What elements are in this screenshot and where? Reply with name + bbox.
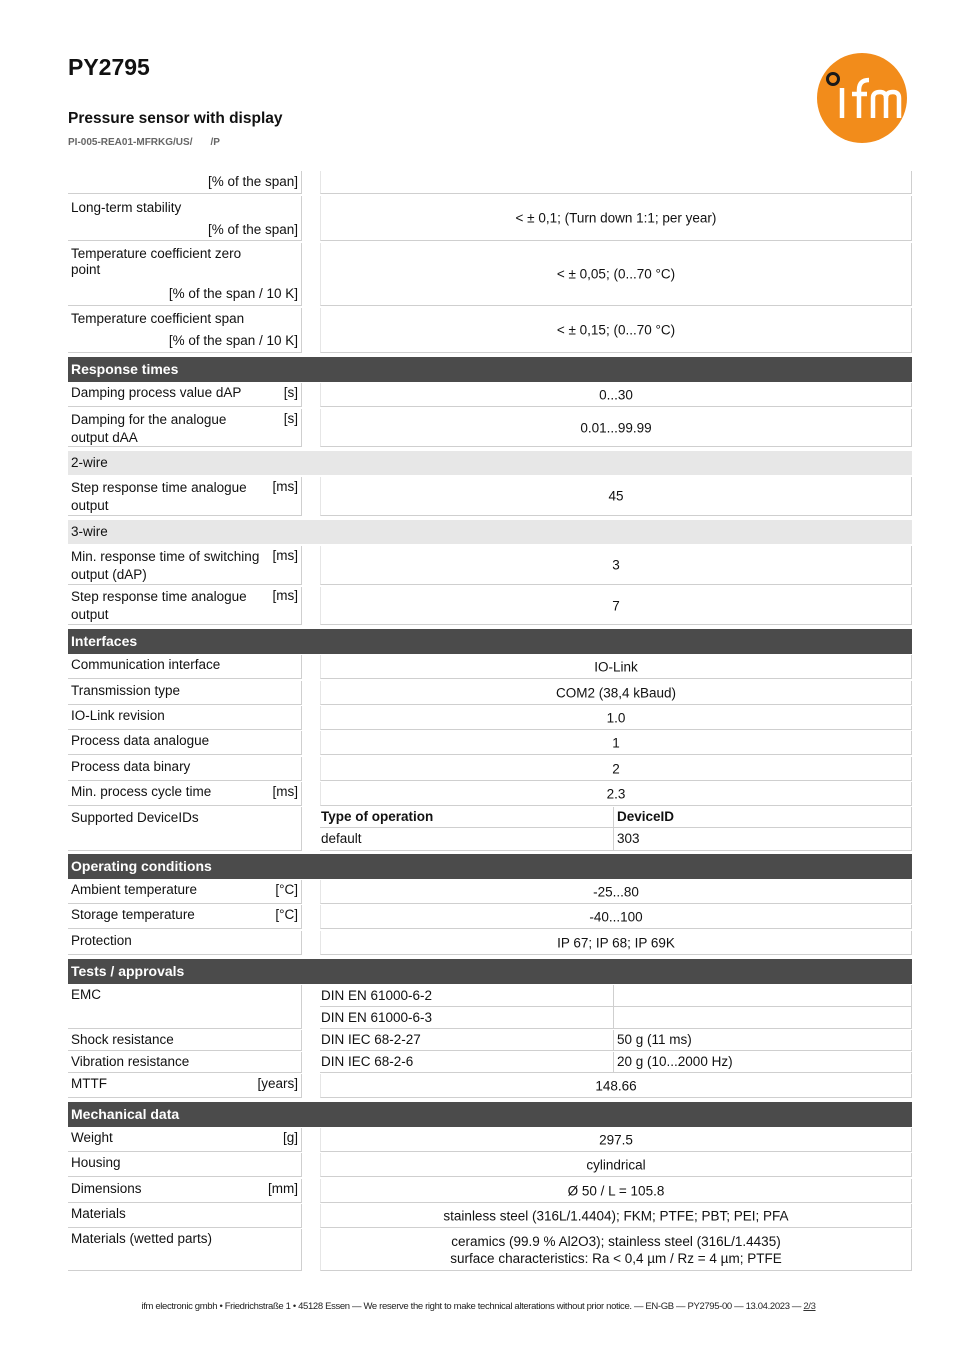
- row-value: 2.3: [606, 786, 626, 801]
- row-unit: [% of the span]: [207, 174, 298, 189]
- row-value: IO-Link: [594, 659, 638, 674]
- row-value: 45: [608, 488, 624, 504]
- row-label: EMC: [71, 987, 101, 1002]
- subsection-3-wire: 3-wire: [68, 520, 912, 544]
- col-type-of-operation: Type of operation: [321, 809, 434, 824]
- row-label: Min. process cycle time: [71, 784, 212, 799]
- shock-standard: DIN IEC 68-2-27: [321, 1032, 421, 1047]
- row-label: Protection: [71, 933, 132, 948]
- row-process-data-binary: [68, 757, 912, 781]
- row-label: Shock resistance: [71, 1032, 174, 1047]
- vibration-value: 20 g (10...2000 Hz): [617, 1054, 733, 1069]
- row-unit: [g]: [282, 1130, 298, 1145]
- row-label: Vibration resistance: [71, 1054, 190, 1069]
- row-label: Temperature coefficient span: [71, 311, 245, 326]
- footer-text: ifm electronic gmbh • Friedrichstraße 1 • 45128 Essen — We reserve the right to make technical alterations without prior notice. — EN-GB — PY2795-00 — 13.04.2023 —: [141, 1301, 802, 1312]
- section-operating-conditions: Operating conditions: [68, 854, 912, 879]
- row-value: < ± 0,05; (0...70 °C): [556, 266, 676, 282]
- row-value: 2: [612, 761, 620, 776]
- col-device-id: DeviceID: [617, 809, 675, 824]
- row-unit: [s]: [283, 411, 298, 426]
- row-unit: [% of the span / 10 K]: [168, 286, 298, 301]
- row-unit: [% of the span / 10 K]: [168, 333, 298, 348]
- emc-standard-2: DIN EN 61000-6-3: [321, 1009, 433, 1025]
- row-protection: [68, 931, 912, 955]
- logo-text: ifm: [862, 140, 864, 141]
- row-long-term-stability: [68, 196, 912, 241]
- row-label: Step response time analogue output: [71, 589, 247, 622]
- row-unit: [mm]: [268, 1181, 298, 1196]
- row-label: IO-Link revision: [71, 708, 165, 723]
- page-footer: [0, 1301, 957, 1312]
- row-label: Communication interface: [71, 657, 221, 672]
- row-value: 0...30: [599, 387, 633, 402]
- wetted-line-1: ceramics (99.9 % Al2O3); stainless steel (316L/1.4435): [451, 1233, 781, 1249]
- row-label: Min. response time of switching output (dAP): [71, 549, 260, 582]
- row-value: -40...100: [589, 909, 643, 924]
- row-value: 1: [612, 735, 620, 750]
- row-value: cylindrical: [586, 1157, 646, 1172]
- row-transmission-type: [68, 681, 912, 705]
- row-weight: [68, 1128, 912, 1152]
- section-mechanical-data: Mechanical data: [68, 1102, 912, 1127]
- row-label: Step response time analogue output: [71, 480, 247, 513]
- row-label: Supported DeviceIDs: [71, 810, 199, 825]
- accuracy-partial-row: [68, 171, 912, 194]
- row-value: stainless steel (316L/1.4404); FKM; PTFE; PBT; PEI; PFA: [443, 1208, 789, 1223]
- row-value: [321, 1233, 911, 1267]
- row-label: Materials: [71, 1206, 126, 1221]
- row-label: Weight: [71, 1130, 113, 1145]
- wetted-line-2: surface characteristics: Ra < 0,4 µm / Rz = 4 µm; PTFE: [450, 1250, 782, 1266]
- vibration-standard: DIN IEC 68-2-6: [321, 1054, 414, 1069]
- page-number: 2/3: [803, 1301, 816, 1312]
- row-label: Transmission type: [71, 683, 181, 698]
- row-process-data-analogue: [68, 731, 912, 755]
- row-value: -25...80: [593, 884, 639, 899]
- section-tests-approvals: Tests / approvals: [68, 959, 912, 984]
- emc-standard-1: DIN EN 61000-6-2: [321, 987, 433, 1003]
- row-unit: [ms]: [272, 784, 298, 799]
- row-3wire-step-response: [68, 587, 912, 625]
- row-label: Temperature coefficient zero point: [71, 246, 242, 277]
- ifm-logo: [816, 52, 908, 144]
- row-label: Long-term stability: [71, 200, 182, 215]
- row-label: Storage temperature: [71, 907, 195, 922]
- product-title: PY2795: [68, 54, 150, 80]
- cell-device-id: 303: [617, 831, 640, 846]
- row-temp-coeff-zero: [68, 243, 912, 306]
- row-value: 3: [612, 557, 620, 573]
- row-temp-coeff-span: [68, 308, 912, 353]
- row-unit: [years]: [257, 1076, 298, 1091]
- row-unit: [s]: [283, 385, 298, 400]
- row-value: 148.66: [595, 1078, 637, 1093]
- device-ids-header-row: [320, 807, 912, 828]
- row-shock-resistance: [68, 1030, 912, 1051]
- row-value: < ± 0,15; (0...70 °C): [556, 322, 676, 338]
- row-label: Damping process value dAP: [71, 385, 242, 400]
- row-label: Damping for the analogue output dAA: [71, 412, 227, 445]
- device-ids-data-row: [320, 828, 912, 851]
- row-value: 7: [612, 598, 620, 613]
- row-mttf: [68, 1074, 912, 1098]
- row-dimensions: [68, 1179, 912, 1203]
- row-unit: [°C]: [275, 907, 298, 922]
- row-label: Process data analogue: [71, 733, 210, 748]
- row-value: IP 67; IP 68; IP 69K: [557, 935, 675, 950]
- row-min-process-cycle-time: [68, 782, 912, 806]
- row-label: Ambient temperature: [71, 882, 198, 897]
- section-response-times: Response times: [68, 357, 912, 382]
- row-value: Ø 50 / L = 105.8: [567, 1183, 665, 1198]
- row-label: Process data binary: [71, 759, 191, 774]
- row-value: COM2 (38,4 kBaud): [555, 685, 677, 700]
- row-emc: [68, 985, 912, 1029]
- row-unit: [ms]: [272, 479, 298, 494]
- document-code: PI-005-REA01-MFRKG/US/: [68, 137, 193, 148]
- row-communication-interface: [68, 655, 912, 679]
- row-unit: [% of the span]: [207, 222, 298, 237]
- row-label: Materials (wetted parts): [71, 1231, 213, 1246]
- row-housing: [68, 1153, 912, 1177]
- row-label: Housing: [71, 1155, 121, 1170]
- row-damping-dap: [68, 383, 912, 407]
- subsection-2-wire: 2-wire: [68, 451, 912, 475]
- row-value: 0.01...99.99: [580, 420, 652, 435]
- row-value: 1.0: [606, 710, 626, 725]
- shock-value: 50 g (11 ms): [617, 1032, 692, 1047]
- document-id: [68, 137, 220, 148]
- row-vibration-resistance: [68, 1052, 912, 1073]
- device-ids-table: [320, 807, 912, 851]
- row-storage-temperature: [68, 905, 912, 929]
- row-2wire-step-response: [68, 477, 912, 516]
- row-3wire-min-response: [68, 546, 912, 585]
- row-ambient-temperature: [68, 880, 912, 904]
- product-subtitle: Pressure sensor with display: [68, 110, 283, 127]
- row-label: MTTF: [71, 1076, 107, 1091]
- document-suffix: /P: [210, 137, 220, 148]
- row-unit: [ms]: [272, 588, 298, 603]
- row-unit: [°C]: [275, 882, 298, 897]
- row-supported-device-ids: [68, 807, 912, 851]
- row-materials-wetted-parts: [68, 1229, 912, 1271]
- row-materials: [68, 1204, 912, 1228]
- row-value: 297.5: [599, 1132, 633, 1147]
- row-label: Dimensions: [71, 1181, 142, 1196]
- section-interfaces: Interfaces: [68, 629, 912, 654]
- row-damping-daa: [68, 409, 912, 447]
- cell-type: default: [321, 831, 362, 846]
- row-io-link-revision: [68, 706, 912, 730]
- row-value: < ± 0,1; (Turn down 1:1; per year): [515, 210, 717, 226]
- row-unit: [ms]: [272, 548, 298, 563]
